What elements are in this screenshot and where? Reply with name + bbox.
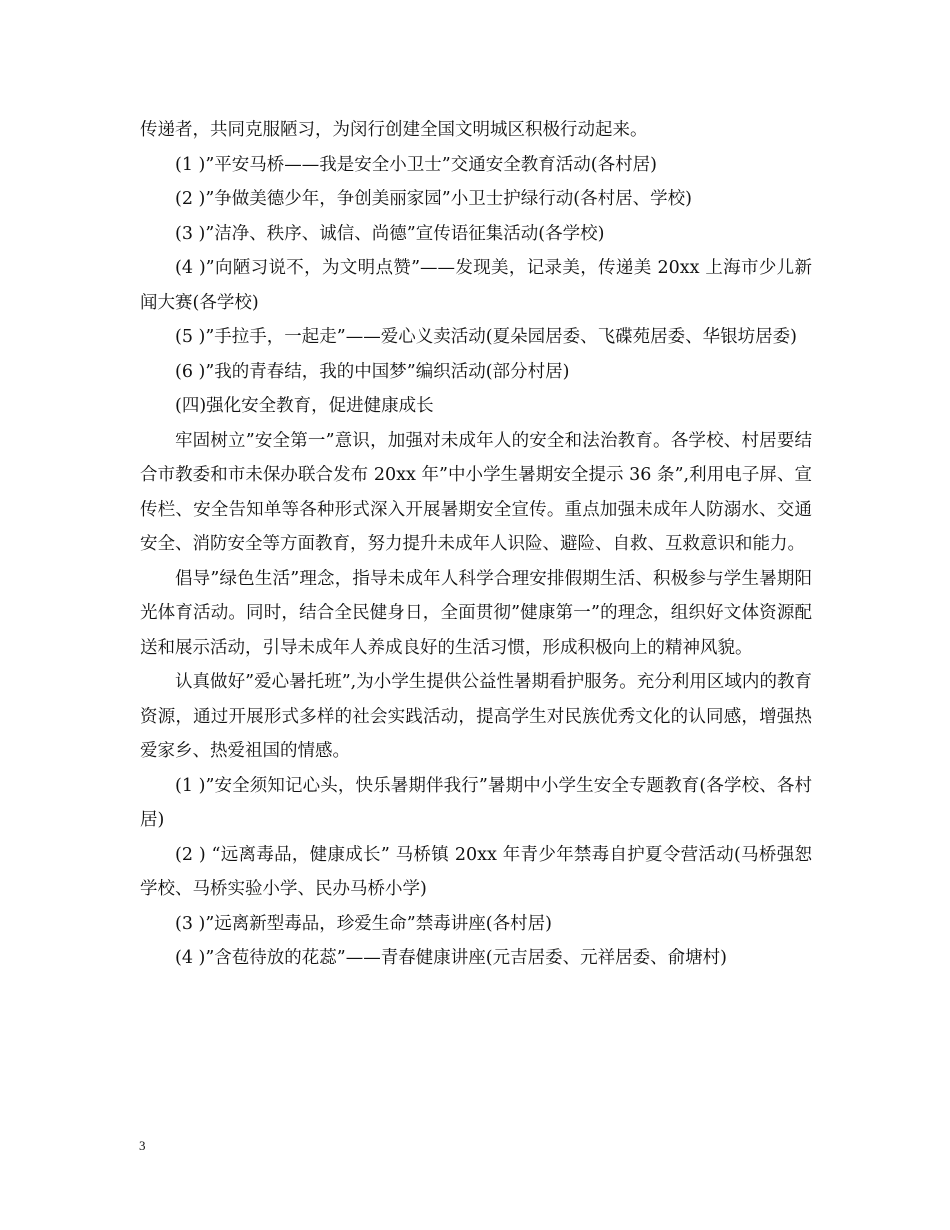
- list-item: (2 ) “远离毒品，健康成长” 马桥镇 20xx 年青少年禁毒自护夏令营活动(马桥强恕学校、马桥实验小学、民办马桥小学): [140, 844, 812, 899]
- list-item: (6 )”我的青春结，我的中国梦”编织活动(部分村居): [175, 361, 570, 382]
- list-item: (3 )”远离新型毒品，珍爱生命”禁毒讲座(各村居): [175, 913, 552, 934]
- paragraph: 认真做好”爱心暑托班”,为小学生提供公益性暑期看护服务。充分利用区域内的教育资源，通过开展形式多样的社会实践活动，提高学生对民族优秀文化的认同感，增强热爱家乡、热爱祖国的情感。: [140, 672, 812, 761]
- paragraph: 传递者，共同克服陋习，为闵行创建全国文明城区积极行动起来。: [140, 120, 648, 140]
- list-item: (5 )”手拉手，一起走”——爱心义卖活动(夏朵园居委、飞碟苑居委、华银坊居委): [175, 327, 797, 347]
- paragraph: 牢固树立”安全第一”意识，加强对未成年人的安全和法治教育。各学校、村居要结合市教委和市未保办联合发布 20xx 年”中小学生暑期安全提示 36 条”,利用电子屏、宣传栏、安全告知单等各种形式深入开展暑期安全宣传。重点加强未成年人防溺水、交通安全、消防安全等方面教育，努力提升未成年人识险、避险、自救、互救意识和能力。: [140, 430, 812, 554]
- paragraph: 倡导”绿色生活”理念，指导未成年人科学合理安排假期生活、积极参与学生暑期阳光体育活动。同时，结合全民健身日，全面贯彻”健康第一”的理念，组织好文体资源配送和展示活动，引导未成年人养成良好的生活习惯，形成积极向上的精神风貌。: [140, 568, 812, 658]
- list-item: (4 )”向陋习说不，为文明点赞”——发现美，记录美，传递美 20xx 上海市少儿新闻大赛(各学校): [140, 258, 812, 313]
- list-item: (2 )”争做美德少年，争创美丽家园”小卫士护绿行动(各村居、学校): [175, 189, 692, 209]
- document-body: [140, 113, 812, 976]
- list-item: (3 )”洁净、秩序、诚信、尚德”宣传语征集活动(各学校): [175, 223, 605, 244]
- section-heading: (四)强化安全教育，促进健康成长: [175, 396, 434, 416]
- list-item: (4 )”含苞待放的花蕊”——青春健康讲座(元吉居委、元祥居委、俞塘村): [175, 948, 727, 968]
- list-item: (1 )”平安马桥——我是安全小卫士”交通安全教育活动(各村居): [175, 154, 657, 175]
- page-number: 3: [139, 1138, 146, 1153]
- list-item: (1 )”安全须知记心头，快乐暑期伴我行”暑期中小学生安全专题教育(各学校、各村居): [140, 775, 812, 830]
